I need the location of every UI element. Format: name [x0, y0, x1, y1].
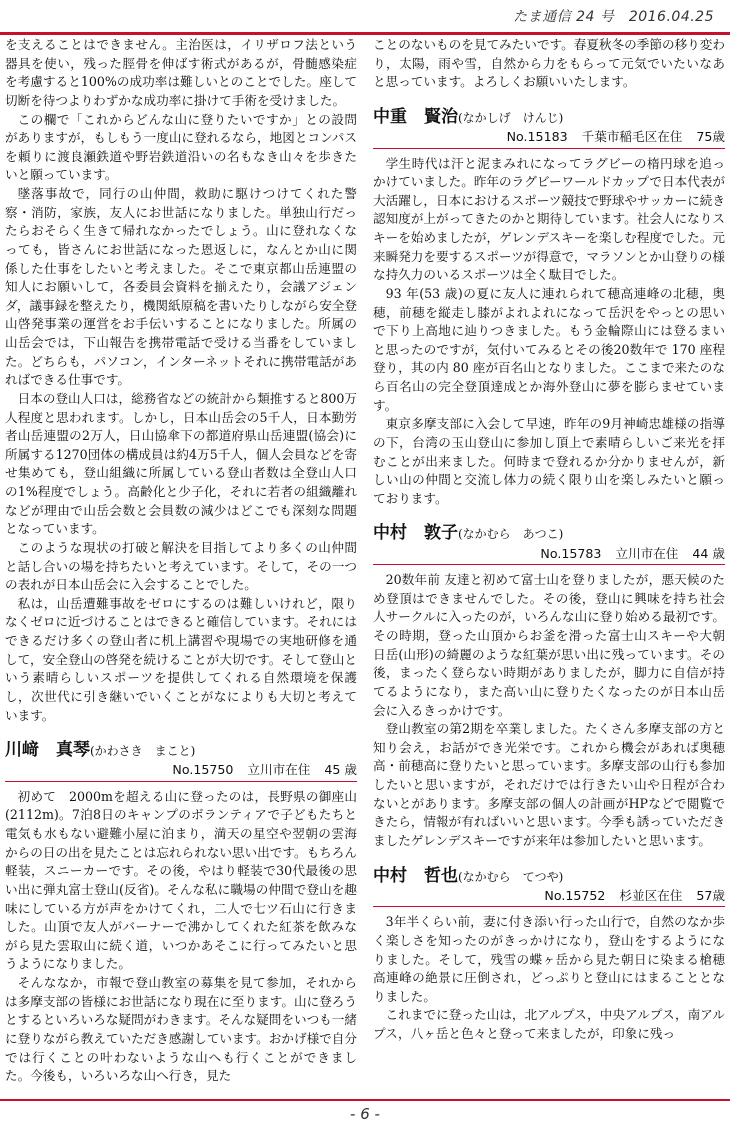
- member-info: [373, 887, 725, 908]
- paragraph: 20数年前 友達と初めて富士山を登りましたが，悪天候のため登頂はできませんでした。その後，登山に興味を持ち社会人サークルに入ったのが，いろんな山に登り始める最初です。その時期，登った山頂からお釜を滑った富士山スキーや大朝日岳(山形)の綺麗のような紅葉が思い出に残っています。その後，まったく登らない時期がありましたが，脚力に自信が持てるようになり，また高い山に登りたくなったのが日本山岳会に入るきっかけです。: [373, 572, 725, 718]
- paragraph: 3年半くらい前，妻に付き添い行った山行で，自然のなか歩く楽しさを知ったのがきっかけになり，登山をするようになりました。そして，残雪の蝶ヶ岳から見た朝日に染まる槍穂高連峰の絶景に圧倒され，どっぷりと登山にはまることとなりました。: [373, 914, 725, 1004]
- member-name: 川﨑 真琴: [5, 740, 90, 761]
- member-info: [373, 128, 725, 149]
- article-columns: [5, 36, 725, 1099]
- member-header: [373, 522, 725, 565]
- member-number: No.15752: [544, 887, 606, 903]
- member-location: 立川市在住: [615, 545, 679, 561]
- paragraph: 93 年(53 歳)の夏に友人に連れられて穂高連峰の北穂，奥穂，前穂を縦走し膝がよれよれになって岳沢をやっとの思いで下り上高地に辿りつきました。もう金輪際山には登るまいと思ったのですが，気付いてみるとその後20数年で 170 座程登り，其の内 80 座が百名山となりました。ここまで来たのなら百名山の完全登頂達成とか海外登山に夢を膨らませています。: [373, 285, 725, 413]
- paragraph: 初めて 2000mを超える山に登ったのは，長野県の御座山(2112m)。7泊8日のキャンプのボランティアで子どもたちと電気も水もない避難小屋に泊まり，満天の星空や翌朝の雲海からの日の出を見たことは忘れられない思い出です。もちろん軽装，スニーカーです。その後，やはり軽装で30代最後の思い出に弾丸富士登山(反省)。そんな私に職場の仲間で登山を趣味にしている方が声をかけてくれ，二人で七ツ石山に行きました。山頂で友人がバーナーで沸かしてくれた紅茶を飲みながら見た雲取山に続く道，いつかあそこに行ってみたいと思うようになりました。: [5, 788, 357, 972]
- member-name-kana: (なかむら てつや): [458, 869, 564, 884]
- paragraph: 私は，山岳遭難事故をゼロにするのは難しいけれど，限りなくゼロに近づけることはできると確信しています。それにはできるだけ多くの登山者に机上講習や現場での実地研修を通して，安全登山の啓発を続けることが大切です。そして登山という素晴らしいスポーツを提供してくれる自然環境を保護し，次世代に引き継いでいくことがなによりも大切と考えています。: [5, 595, 357, 723]
- paragraph: 学生時代は汗と泥まみれになってラグビーの楕円球を追っかけていました。昨年のラグビーワールドカップで日本代表が大活躍し，日本におけるスポーツ競技で野球やサッカーに続き認知度が上がってきたのかと期待しています。社会人になりスキーを始めましたが，ゲレンデスキーを楽しむ程度でした。元来瞬発力を要するスポーツが得意で，マラソンとか山登りの様な持久力のいるスポーツは全く駄目でした。: [373, 155, 725, 283]
- member-header: [373, 865, 725, 908]
- paragraph: を支えることはできません。主治医は，イリザロフ法という器具を使い，残った脛骨を伸ばす術式があるが，骨髄感染症を考慮すると100%の成功率は難しいとのことでした。座して切断を待つよりわずかな成功率に掛けて手術を受けました。: [5, 37, 357, 108]
- paragraph: これまでに登った山は，北アルプス，中央アルプス，南アルプス，八ヶ岳と色々と登って来ましたが，印象に残っ: [373, 1007, 725, 1042]
- paragraph: このような現状の打破と解決を目指してより多くの山仲間と話し合いの場を持ちたいと考えています。そして，その一つの表れが日本山岳会に入会することでした。: [5, 539, 357, 593]
- newsletter-title: たま通信 24 号 2016.04.25: [513, 9, 714, 25]
- paragraph: 日本の登山人口は，総務省などの統計から類推すると800万人程度と思われます。しかし，日本山岳会の5千人，日本勤労者山岳連盟の2万人，日山協傘下の都道府県山岳連盟(協会)に所属する1270団体の構成員は約4万5千人，個人会員などを寄せ集めても，登山組織に所属している登山者数は全登山人口の1%程度でしょう。高齢化と少子化，それに若者の組織離れなどが理由で山岳会数と会員数の減少はどこでも深刻な問題となっています。: [5, 390, 357, 537]
- member-number: No.15783: [540, 545, 602, 561]
- page-footer: [0, 1099, 730, 1135]
- left-column: [5, 36, 357, 1099]
- member-number: No.15183: [506, 128, 568, 144]
- member-location: 立川市在住: [247, 762, 311, 778]
- member-name-kana: (なかしげ けんじ): [458, 110, 564, 125]
- member-info: [373, 545, 725, 566]
- member-name: 中重 賢治: [373, 106, 458, 127]
- member-age: 57歳: [696, 887, 725, 903]
- page-number: - 6 -: [350, 1105, 380, 1123]
- member-header: [5, 739, 357, 782]
- member-info: [5, 761, 357, 782]
- member-name: 中村 哲也: [373, 865, 458, 886]
- member-name: 中村 敦子: [373, 523, 458, 544]
- paragraph: 東京多摩支部に入会して早速，昨年の9月神崎忠雄様の指導の下，台湾の玉山登山に参加し頂上で素晴らしいご来光を拝むことが出来ました。何時まで登れるか分かりませんが，新しい山の仲間と交流し体力の続く限り山を楽しみたいと願っております。: [373, 416, 725, 506]
- paragraph: ことのないものを見てみたいです。春夏秋冬の季節の移り変わり，太陽，雨や雪，自然から力をもらって元気でいたいなあと思っています。よろしくお願いいたします。: [373, 37, 725, 90]
- member-age: 75歳: [696, 128, 725, 144]
- paragraph: そんななか，市報で登山教室の募集を見て参加，それからは多摩支部の皆様にお世話になり現在に至ります。山に登ろうとするといろいろな疑問がわきます。そんな疑問をいつも一緒に登りながら教えていただき感謝しています。おかげ様で自分では行くことの叶わないような山へも行くことができました。今後も，いろいろな山へ行き，見た: [5, 975, 357, 1084]
- member-location: 杉並区在住: [619, 887, 683, 903]
- member-name-kana: (なかむら あつこ): [458, 527, 564, 542]
- member-age: 44 歳: [692, 545, 725, 561]
- member-age: 45 歳: [324, 762, 357, 778]
- right-column: [373, 36, 725, 1099]
- member-location: 千葉市稲毛区在住: [581, 128, 683, 144]
- page-header: [0, 0, 730, 35]
- paragraph: この欄で「これからどんな山に登りたいですか」との設問がありますが，もしもう一度山に登れるなら，地図とコンパスを頼りに渡良瀬鉄道や野岩鉄道沿いの名もなき山々を歩きたいと願っています。: [5, 111, 357, 183]
- member-number: No.15750: [172, 762, 234, 778]
- member-header: [373, 106, 725, 149]
- member-name-kana: (かわさき まこと): [90, 744, 196, 759]
- paragraph: 墜落事故で，同行の山仲間，救助に駆けつけてくれた警察・消防，家族，友人にお世話になりました。単独山行だったらおそらく生きて帰れなかったでしょう。山に登れなくなっても，皆さんにお世話になった恩返しに，なんとか山に関係した仕事をしたいと考えました。そこで東京都山岳連盟の知人にお願いして，各委員会資料を揃えたり，会議アジェンダ，議事録を整えたり，機関紙原稿を書いたりしながら安全登山啓発事業の運営をお手伝いすることになりました。所属の山岳会では，下山報告を携帯電話で受ける当番をしていました。どちらも，パソコン，インターネットそれに携帯電話があればできる仕事です。: [5, 186, 357, 388]
- paragraph: 登山教室の第2期を卒業しました。たくさん多摩支部の方と知り会え，お話ができ光栄です。これから機会があれば奥穂高・前穂高に登りたいと思っています。多摩支部の山行も参加したいと思いますが，それだけでは行きたい山や日程が合わないとがあります。多摩支部の個人の計画がHPなどで閲覧できたら，情報が有ればいいと思います。今季も誘っていただきましたゲレンデスキーですが来年は参加したいと思います。: [373, 721, 725, 848]
